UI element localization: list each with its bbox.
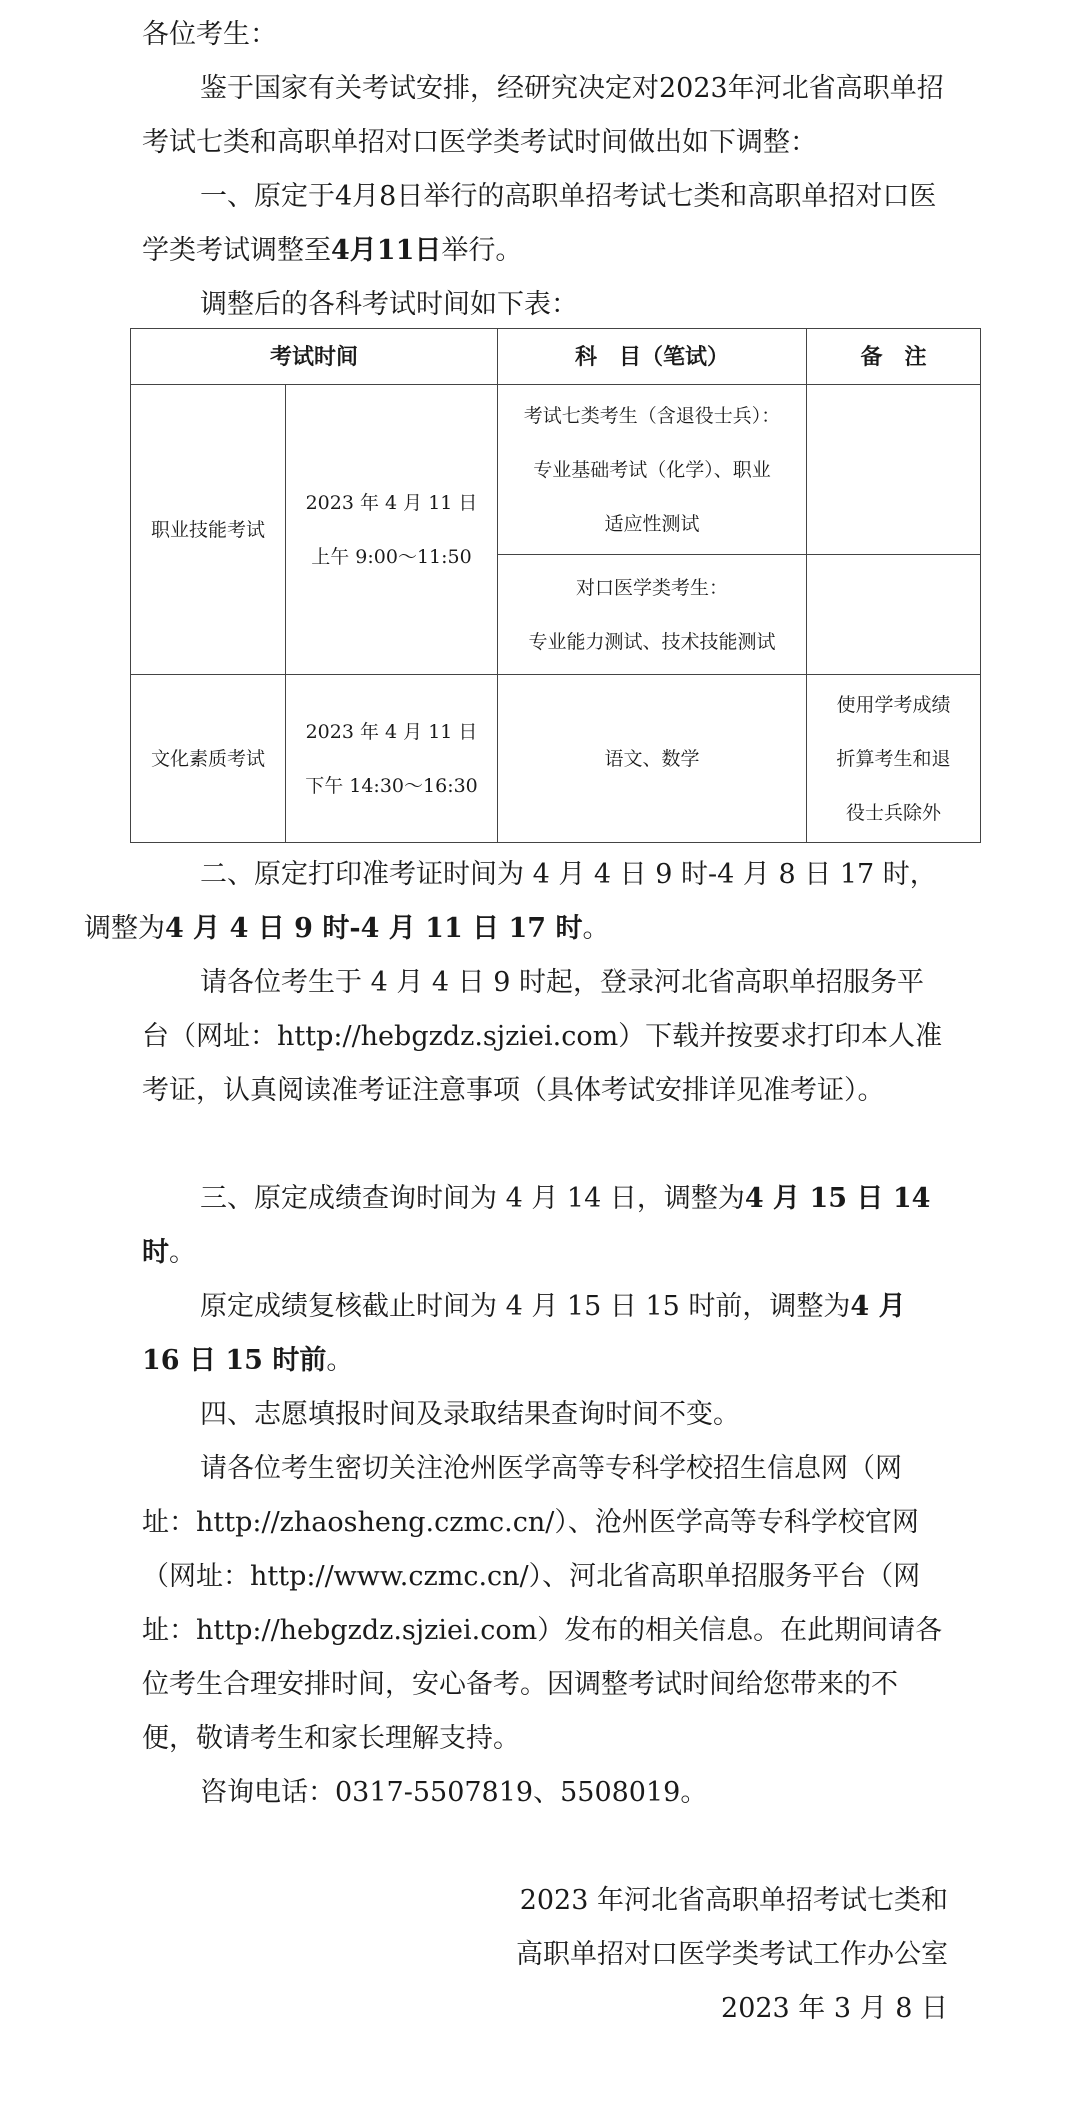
item-3-end: 。 (169, 1237, 196, 1268)
item-2-text: 二、原定打印准考证时间为 4 月 4 日 9 时-4 月 8 日 17 时， (200, 859, 937, 890)
row2-time: 下午 14:30～16:30 (305, 774, 478, 797)
item-2-end: 。 (582, 913, 610, 944)
item-3-new-date: 4 月 15 日 14 时 (142, 1183, 931, 1268)
row1-subject-a-line1: 考试七类考生（含退役士兵）： (523, 404, 781, 427)
item-1-end: 举行。 (441, 235, 523, 266)
table-intro: 调整后的各科考试时间如下表： (200, 289, 578, 320)
row2-date: 2023 年 4 月 11 日 (305, 720, 478, 743)
item-2-paragraph (84, 848, 948, 956)
item-1-new-date: 4月11日 (331, 235, 442, 266)
row2-note-line2: 折算考生和退 (836, 747, 951, 770)
contact-line: 咨询电话：0317-5507819、5508019。 (200, 1777, 708, 1808)
row2-subject: 语文、数学 (498, 675, 807, 843)
item-3-paragraph (142, 1172, 948, 1280)
row1-note-b (807, 555, 981, 675)
row1-subject-a (498, 385, 807, 555)
item-3-detail-end: 。 (326, 1345, 354, 1376)
row2-note-line1: 使用学考成绩 (836, 693, 951, 716)
item-2-detail: 请各位考生于 4 月 4 日 9 时起，登录河北省高职单招服务平台（网址：http://hebgzdz.sjziei.com）下载并按要求打印本人准考证，认真阅读准考证注意事项（具体考试安排详见准考证）。 (142, 967, 943, 1106)
row1-subject-a-line2: 专业基础考试（化学）、职业 (533, 458, 771, 481)
table-row (131, 675, 981, 843)
row1-subject-b (498, 555, 807, 675)
row1-note-a (807, 385, 981, 555)
signature-line-2: 高职单招对口医学类考试工作办公室 (516, 1939, 948, 1970)
item-2-adjust-prefix: 调整为 (84, 913, 165, 944)
row1-subject-a-line3: 适应性测试 (604, 512, 700, 535)
row1-category: 职业技能考试 (131, 385, 286, 675)
signature-line-1: 2023 年河北省高职单招考试七类和 (519, 1885, 948, 1916)
header-note: 备 注 (807, 329, 981, 385)
header-exam-time: 考试时间 (131, 329, 498, 385)
row1-subject-b-line1: 对口医学类考生： (576, 576, 729, 599)
item-2-new-window: 4 月 4 日 9 时-4 月 11 日 17 时 (165, 913, 583, 944)
item-4-paragraph: 四、志愿填报时间及录取结果查询时间不变。 (200, 1399, 740, 1430)
signature-date: 2023 年 3 月 8 日 (721, 1993, 948, 2024)
item-3-detail-text: 原定成绩复核截止时间为 4 月 15 日 15 时前，调整为 (200, 1291, 851, 1322)
row2-note (807, 675, 981, 843)
row1-time: 上午 9:00～11:50 (311, 545, 472, 568)
row2-note-line3: 役士兵除外 (846, 801, 942, 824)
row2-category: 文化素质考试 (131, 675, 286, 843)
item-3-detail (142, 1280, 948, 1388)
header-subject: 科 目（笔试） (498, 329, 807, 385)
item-3-detail-new-date: 4 月 16 日 15 时前 (142, 1291, 906, 1376)
item-3-text: 三、原定成绩查询时间为 4 月 14 日，调整为 (200, 1183, 745, 1214)
closing-paragraph: 请各位考生密切关注沧州医学高等专科学校招生信息网（网址：http://zhaosheng.czmc.cn/）、沧州医学高等专科学校官网（网址：http://www.czmc.cn/）、河北省高职单招服务平台（网址：http://hebgzdz.sjziei.com）发布的相关信息。在此期间请各位考生合理安排时间，安心备考。因调整考试时间给您带来的不便，敬请考生和家长理解支持。 (142, 1453, 943, 1754)
table-header-row (131, 329, 981, 385)
item-1-text: 一、原定于4月8日举行的高职单招考试七类和高职单招对口医学类考试调整至 (142, 181, 937, 266)
item-1-paragraph (142, 170, 948, 278)
row1-subject-b-line2: 专业能力测试、技术技能测试 (528, 630, 776, 653)
table-row (131, 385, 981, 555)
salutation: 各位考生： (142, 19, 277, 50)
exam-schedule-table (130, 328, 981, 843)
row1-time-cell (286, 385, 498, 675)
intro-paragraph: 鉴于国家有关考试安排，经研究决定对2023年河北省高职单招考试七类和高职单招对口医学类考试时间做出如下调整： (142, 73, 944, 158)
row1-date: 2023 年 4 月 11 日 (305, 491, 478, 514)
row2-time-cell (286, 675, 498, 843)
